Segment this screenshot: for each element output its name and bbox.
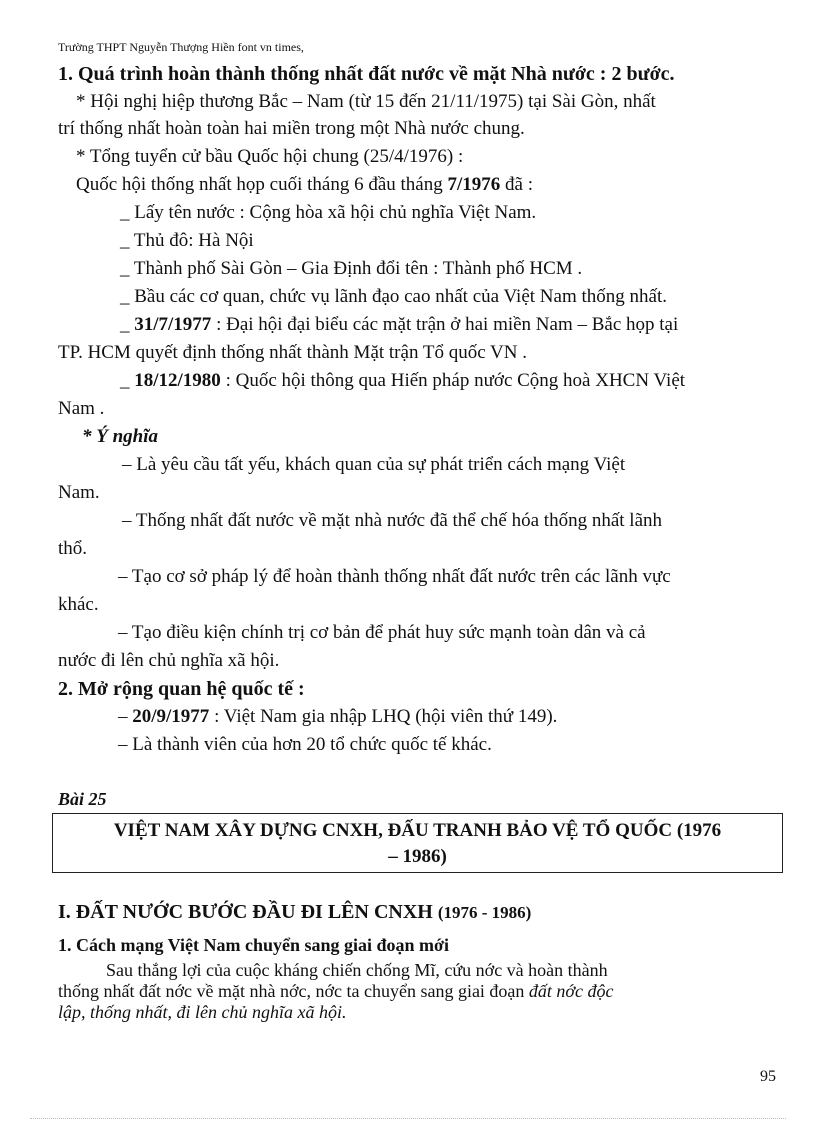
section1-bullet6 [120, 369, 685, 393]
section1-paragraph1-line2: trí thống nhất hoàn toàn hai miền trong một Nhà nước chung. [58, 118, 525, 139]
footer-divider [30, 1118, 786, 1119]
section1-paragraph3-tail: đã : [500, 174, 533, 195]
part1-subheading: 1. Cách mạng Việt Nam chuyển sang giai đoạn mới [58, 935, 449, 955]
meaning-item2-line2: thổ. [58, 538, 88, 559]
meaning-item3-line2: khác. [58, 594, 99, 615]
section1-paragraph1-line1: * Hội nghị hiệp thương Bắc – Nam (từ 15 đến 21/11/1975) tại Sài Gòn, nhất [76, 91, 656, 112]
section1-paragraph3-text: Quốc hội thống nhất họp cuối tháng 6 đầu tháng [76, 174, 448, 195]
part1-paragraph-line2-italic: đất nớc độc [528, 981, 614, 1001]
part1-paragraph-line1: Sau thắng lợi của cuộc kháng chiến chống Mĩ, cứu nớc và hoàn thành [106, 960, 608, 980]
page-header-note: Trường THPT Nguyễn Thượng Hiền font vn times, [58, 40, 304, 54]
section1-bullet2: _ Thủ đô: Hà Nội [120, 230, 254, 251]
section2-heading: 2. Mở rộng quan hệ quốc tế : [58, 678, 305, 700]
section1-bullet5-line2: TP. HCM quyết định thống nhất thành Mặt trận Tổ quốc VN . [58, 342, 527, 363]
section1-bullet6-line2: Nam . [58, 398, 105, 419]
section1-paragraph3-date: 7/1976 [447, 174, 501, 195]
meaning-item2-line1: – Thống nhất đất nước về mặt nhà nước đã thể chế hóa thống nhất lãnh [122, 510, 662, 531]
section1-bullet1: _ Lấy tên nước : Cộng hòa xã hội chủ nghĩa Việt Nam. [120, 202, 537, 223]
section2-item1-date: 20/9/1977 [132, 706, 210, 727]
section2-item1-text: : Việt Nam gia nhập LHQ (hội viên thứ 149). [209, 706, 558, 727]
section1-bullet6-dash: _ [120, 370, 135, 391]
section2-item1-dash: – [118, 706, 133, 727]
part1-heading-text: I. ĐẤT NƯỚC BƯỚC ĐẦU ĐI LÊN CNXH [58, 901, 438, 923]
section1-bullet6-date: 18/12/1980 [134, 370, 221, 391]
lesson-label: Bài 25 [58, 789, 107, 809]
part1-heading-years: (1976 - 1986) [437, 903, 532, 922]
section1-heading: 1. Quá trình hoàn thành thống nhất đất nước về mặt Nhà nước : 2 bước. [58, 63, 675, 85]
part1-paragraph-line3: lập, thống nhất, đi lên chủ nghĩa xã hội. [58, 1002, 347, 1022]
section1-bullet5-text: : Đại hội đại biểu các mặt trận ở hai miền Nam – Bắc họp tại [211, 314, 679, 335]
page-number: 95 [760, 1068, 776, 1085]
section1-paragraph2: * Tổng tuyển cử bầu Quốc hội chung (25/4/1976) : [76, 146, 464, 167]
meaning-item1-line2: Nam. [58, 482, 100, 503]
meaning-item4-line2: nước đi lên chủ nghĩa xã hội. [58, 650, 280, 671]
section2-item1 [118, 705, 557, 729]
section1-bullet5-dash: _ [120, 314, 135, 335]
part1-heading [58, 900, 531, 925]
lesson-title-box [52, 813, 783, 873]
section2-item2: – Là thành viên của hơn 20 tổ chức quốc tế khác. [118, 734, 492, 755]
meaning-item3-line1: – Tạo cơ sở pháp lý để hoàn thành thống nhất đất nước trên các lãnh vực [118, 566, 671, 587]
lesson-title-line1: VIỆT NAM XÂY DỰNG CNXH, ĐẤU TRANH BẢO VỆ TỔ QUỐC (1976 [113, 820, 722, 841]
meaning-item4-line1: – Tạo điều kiện chính trị cơ bản để phát huy sức mạnh toàn dân và cả [118, 622, 646, 643]
section1-bullet6-text: : Quốc hội thông qua Hiến pháp nước Cộng hoà XHCN Việt [220, 370, 686, 391]
section1-bullet5 [120, 313, 678, 337]
section1-bullet4: _ Bầu các cơ quan, chức vụ lãnh đạo cao nhất của Việt Nam thống nhất. [120, 286, 667, 307]
meaning-item1-line1: – Là yêu cầu tất yếu, khách quan của sự phát triển cách mạng Việt [122, 454, 626, 475]
part1-paragraph-line2 [58, 980, 614, 1002]
section1-bullet5-date: 31/7/1977 [134, 314, 212, 335]
lesson-title-line2: – 1986) [388, 846, 447, 867]
section1-paragraph3 [76, 173, 533, 197]
part1-paragraph-line2-text: thống nhất đất nớc về mặt nhà nớc, nớc ta chuyển sang giai đoạn [58, 981, 529, 1001]
section1-bullet3: _ Thành phố Sài Gòn – Gia Định đổi tên : Thành phố HCM . [120, 258, 583, 279]
meaning-heading: * Ý nghĩa [82, 426, 159, 447]
